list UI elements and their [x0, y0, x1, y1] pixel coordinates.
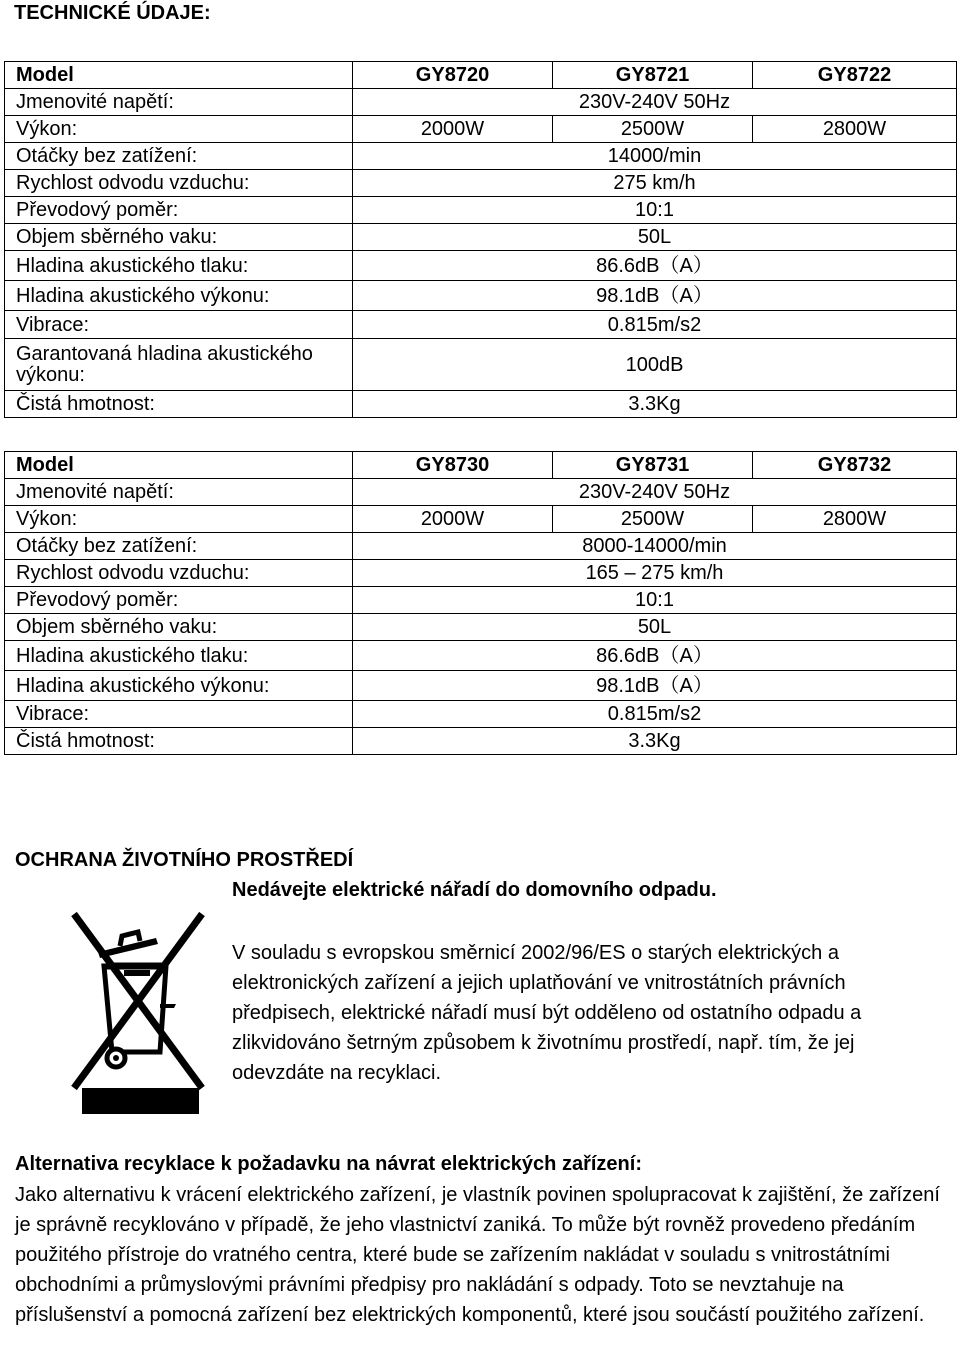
- spec-label: Hladina akustického tlaku:: [5, 251, 353, 281]
- spec-value: 275 km/h: [353, 170, 957, 197]
- table-row: [5, 170, 957, 197]
- spec-label: Garantovaná hladina akustického výkonu:: [5, 339, 353, 391]
- spec-label: Převodový poměr:: [5, 197, 353, 224]
- table-row: [5, 224, 957, 251]
- spec-value: 98.1dB（A）: [353, 281, 957, 311]
- table-row: [5, 281, 957, 311]
- table-row: [5, 614, 957, 641]
- crossed-out-wheelie-bin-icon: [68, 908, 208, 1116]
- spec-value: 100dB: [353, 339, 957, 391]
- spec-label: Jmenovité napětí:: [5, 479, 353, 506]
- table-row: [5, 479, 957, 506]
- environment-text: V souladu s evropskou směrnicí 2002/96/ES o starých elektrických a elektronických zařízení a jejich uplatňování ve vnitrostátních právních předpisech, elektrické nářadí musí být odděleno od ostatního odpadu a zlikvidováno šetrným způsobem k životnímu prostředí, např. tím, že jej odevzdáte na recyklaci.: [232, 942, 862, 1084]
- spec-table-gy873x: [4, 451, 957, 755]
- spec-label: Objem sběrného vaku:: [5, 614, 353, 641]
- spec-value: 0.815m/s2: [353, 311, 957, 339]
- model-label: Model: [5, 452, 353, 479]
- spec-value: 2500W: [553, 506, 753, 533]
- alternative-text: Jako alternativu k vrácení elektrického zařízení, je vlastník povinen spolupracovat k zajištění, že zařízení je správně recyklováno v případě, že jeho vlastnictví zaniká. To může být rovněž provedeno předáním použitého přístroje do vratného centra, které bude se zařízením nakládat v souladu s vnitrostátními obchodními a průmyslovými právními předpisy pro nakládání s odpady. Toto se nevztahuje na příslušenství a pomocná zařízení bez elektrických komponentů, které jsou součástí použitého zařízení.: [15, 1184, 940, 1326]
- spec-value: 0.815m/s2: [353, 701, 957, 728]
- spec-value: 10:1: [353, 587, 957, 614]
- page-title: TECHNICKÉ ÚDAJE:: [14, 2, 211, 24]
- spec-value: 2800W: [753, 506, 957, 533]
- table-row: [5, 533, 957, 560]
- model-name: GY8720: [353, 62, 553, 89]
- spec-label: Objem sběrného vaku:: [5, 224, 353, 251]
- table-row: [5, 197, 957, 224]
- table-row: [5, 506, 957, 533]
- spec-value: 14000/min: [353, 143, 957, 170]
- spec-label: Výkon:: [5, 506, 353, 533]
- spec-value: 230V-240V 50Hz: [353, 479, 957, 506]
- spec-label: Otáčky bez zatížení:: [5, 533, 353, 560]
- environment-heading: OCHRANA ŽIVOTNÍHO PROSTŘEDÍ: [15, 849, 354, 871]
- table-row: [5, 560, 957, 587]
- table-row: [5, 311, 957, 339]
- spec-label: Hladina akustického výkonu:: [5, 671, 353, 701]
- spec-label: Vibrace:: [5, 311, 353, 339]
- spec-label: Hladina akustického výkonu:: [5, 281, 353, 311]
- spec-value: 3.3Kg: [353, 728, 957, 755]
- spec-value: 2000W: [353, 506, 553, 533]
- table-row: [5, 89, 957, 116]
- model-name: GY8731: [553, 452, 753, 479]
- table-row: [5, 339, 957, 391]
- table-row: [5, 728, 957, 755]
- spec-value: 165 – 275 km/h: [353, 560, 957, 587]
- table-row: [5, 671, 957, 701]
- spec-label: Výkon:: [5, 116, 353, 143]
- environment-subheading: Nedávejte elektrické nářadí do domovního odpadu.: [232, 879, 717, 901]
- spec-value: 230V-240V 50Hz: [353, 89, 957, 116]
- table-row: [5, 116, 957, 143]
- spec-value: 2800W: [753, 116, 957, 143]
- table-row: [5, 143, 957, 170]
- table-header-row: [5, 62, 957, 89]
- table-row: [5, 587, 957, 614]
- spec-label: Jmenovité napětí:: [5, 89, 353, 116]
- table-header-row: [5, 452, 957, 479]
- spec-value: 50L: [353, 614, 957, 641]
- spec-label: Vibrace:: [5, 701, 353, 728]
- model-name: GY8732: [753, 452, 957, 479]
- spec-value: 10:1: [353, 197, 957, 224]
- spec-label: Čistá hmotnost:: [5, 728, 353, 755]
- spec-value: 2000W: [353, 116, 553, 143]
- model-label: Model: [5, 62, 353, 89]
- table-row: [5, 701, 957, 728]
- spec-label: Rychlost odvodu vzduchu:: [5, 170, 353, 197]
- spec-label: Rychlost odvodu vzduchu:: [5, 560, 353, 587]
- spec-label: Čistá hmotnost:: [5, 391, 353, 418]
- model-name: GY8721: [553, 62, 753, 89]
- spec-value: 3.3Kg: [353, 391, 957, 418]
- model-name: GY8730: [353, 452, 553, 479]
- spec-value: 86.6dB（A）: [353, 251, 957, 281]
- spec-table-gy872x: [4, 61, 957, 418]
- spec-value: 50L: [353, 224, 957, 251]
- spec-value: 86.6dB（A）: [353, 641, 957, 671]
- model-name: GY8722: [753, 62, 957, 89]
- alternative-heading: Alternativa recyklace k požadavku na návrat elektrických zařízení:: [15, 1153, 642, 1175]
- table-row: [5, 251, 957, 281]
- spec-label: Otáčky bez zatížení:: [5, 143, 353, 170]
- table-row: [5, 391, 957, 418]
- spec-label: Převodový poměr:: [5, 587, 353, 614]
- spec-value: 8000-14000/min: [353, 533, 957, 560]
- spec-value: 98.1dB（A）: [353, 671, 957, 701]
- spec-value: 2500W: [553, 116, 753, 143]
- spec-label: Hladina akustického tlaku:: [5, 641, 353, 671]
- table-row: [5, 641, 957, 671]
